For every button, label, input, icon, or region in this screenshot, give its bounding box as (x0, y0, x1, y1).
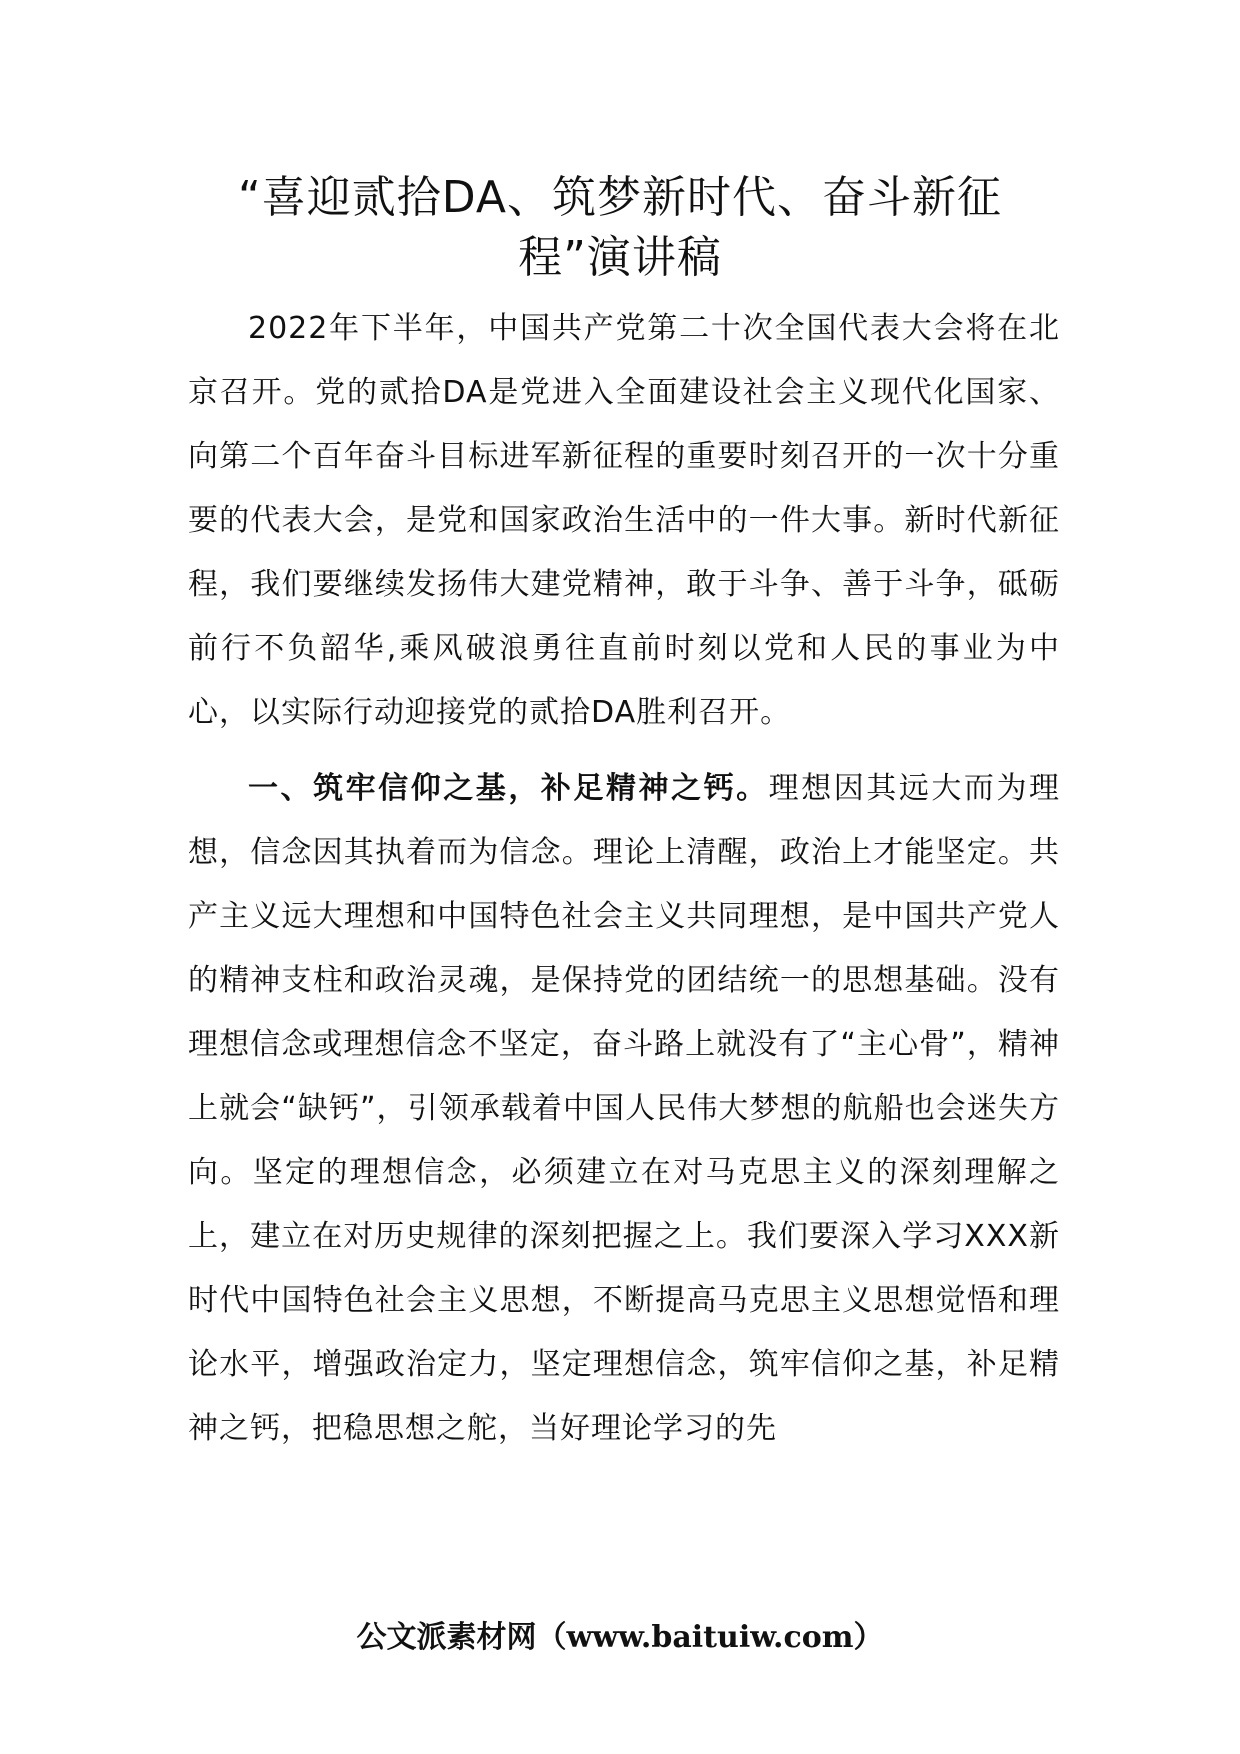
paragraph-section-1 (188, 757, 1060, 1461)
document-title (190, 168, 1050, 288)
title-line-2: 程”演讲稿 (518, 232, 722, 283)
section-1-heading: 一、筑牢信仰之基，补足精神之钙。 (248, 771, 769, 806)
section-1-text: 理想因其远大而为理想，信念因其执着而为信念。理论上清醒，政治上才能坚定。共产主义远大理想和中国特色社会主义共同理想，是中国共产党人的精神支柱和政治灵魂，是保持党的团结统一的思想基础。没有理想信念或理想信念不坚定，奋斗路上就没有了“主心骨”，精神上就会“缺钙”，引领承载着中国人民伟大梦想的航船也会迷失方向。坚定的理想信念，必须建立在对马克思主义的深刻理解之上，建立在对历史规律的深刻把握之上。我们要深入学习XXX新时代中国特色社会主义思想，不断提高马克思主义思想觉悟和理论水平，增强政治定力，坚定理想信念，筑牢信仰之基，补足精神之钙，把稳思想之舵，当好理论学习的先 (188, 771, 1061, 1446)
paragraph-intro-text: 2022年下半年，中国共产党第二十次全国代表大会将在北京召开。党的贰拾DA是党进入全面建设社会主义现代化国家、向第二个百年奋斗目标进军新征程的重要时刻召开的一次十分重要的代表大会，是党和国家政治生活中的一件大事。新时代新征程，我们要继续发扬伟大建党精神，敢于斗争、善于斗争，砥砺前行不负韶华,乘风破浪勇往直前时刻以党和人民的事业为中心，以实际行动迎接党的贰拾DA胜利召开。 (188, 311, 1060, 730)
document-body (188, 297, 1060, 1475)
footer-source: 公文派素材网（www.baituiw.com） (356, 1620, 884, 1655)
title-line-1: “喜迎贰拾DA、筑梦新时代、奋斗新征 (237, 172, 1002, 223)
paragraph-intro (188, 297, 1060, 745)
